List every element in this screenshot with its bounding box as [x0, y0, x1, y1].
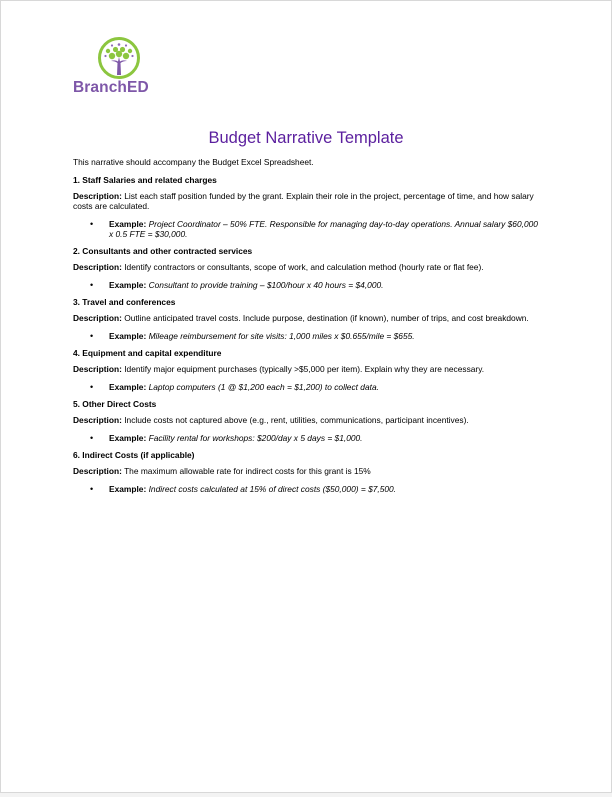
section-description: [73, 364, 543, 374]
bullet-icon: •: [90, 433, 94, 443]
bullet-icon: •: [90, 219, 94, 229]
description-text: List each staff position funded by the grant. Explain their role in the project, percentage of time, and how salary costs are calculated.: [73, 191, 534, 211]
description-text: Outline anticipated travel costs. Include purpose, destination (if known), number of trips, and cost breakdown.: [124, 313, 529, 323]
description-label: Description:: [73, 313, 122, 323]
example-text: Facility rental for workshops: $200/day x 5 days = $1,000.: [148, 433, 363, 443]
brand-logo: [73, 37, 165, 99]
section-description: [73, 191, 543, 211]
example-item: [73, 382, 543, 392]
example-text: Mileage reimbursement for site visits: 1,000 miles x $0.655/mile = $655.: [148, 331, 415, 341]
example-label: Example:: [109, 280, 147, 290]
section-description: [73, 313, 543, 323]
description-label: Description:: [73, 191, 122, 201]
tree-icon: [93, 37, 145, 81]
section-heading: 3. Travel and conferences: [73, 297, 176, 307]
example-item: [73, 280, 543, 290]
description-text: Identify major equipment purchases (typically >$5,000 per item). Explain why they are necessary.: [124, 364, 485, 374]
description-label: Description:: [73, 262, 122, 272]
example-label: Example:: [109, 219, 147, 229]
example-text: Project Coordinator – 50% FTE. Responsible for managing day-to-day operations. Annual salary $60,000 x 0.5 FTE = $30,000.: [109, 219, 538, 239]
section-heading: 6. Indirect Costs (if applicable): [73, 450, 195, 460]
bullet-icon: •: [90, 382, 94, 392]
example-label: Example:: [109, 331, 147, 341]
description-label: Description:: [73, 364, 122, 374]
section-description: [73, 415, 543, 425]
section-heading: 5. Other Direct Costs: [73, 399, 157, 409]
description-text: The maximum allowable rate for indirect costs for this grant is 15%: [124, 466, 371, 476]
example-item: [73, 484, 543, 494]
page-title: Budget Narrative Template: [208, 129, 404, 147]
example-text: Indirect costs calculated at 15% of direct costs ($50,000) = $7,500.: [148, 484, 397, 494]
intro-text: This narrative should accompany the Budget Excel Spreadsheet.: [73, 157, 314, 167]
description-label: Description:: [73, 415, 122, 425]
example-item: [73, 331, 543, 341]
example-label: Example:: [109, 382, 147, 392]
section-heading: 1. Staff Salaries and related charges: [73, 175, 217, 185]
description-text: Identify contractors or consultants, scope of work, and calculation method (hourly rate or flat fee).: [124, 262, 484, 272]
example-label: Example:: [109, 484, 147, 494]
section-description: [73, 262, 543, 272]
bullet-icon: •: [90, 280, 94, 290]
section-description: [73, 466, 543, 476]
description-text: Include costs not captured above (e.g., rent, utilities, communications, participant incentives).: [124, 415, 469, 425]
bullet-icon: •: [90, 331, 94, 341]
section-heading: 4. Equipment and capital expenditure: [73, 348, 222, 358]
example-label: Example:: [109, 433, 147, 443]
bullet-icon: •: [90, 484, 94, 494]
example-text: Laptop computers (1 @ $1,200 each = $1,200) to collect data.: [148, 382, 379, 392]
example-item: [73, 433, 543, 443]
example-text: Consultant to provide training – $100/hour x 40 hours = $4,000.: [148, 280, 384, 290]
section-heading: 2. Consultants and other contracted services: [73, 246, 253, 256]
document-body: [73, 157, 543, 501]
logo-wordmark: BranchED: [73, 79, 149, 96]
description-label: Description:: [73, 466, 122, 476]
example-item: [73, 219, 543, 239]
